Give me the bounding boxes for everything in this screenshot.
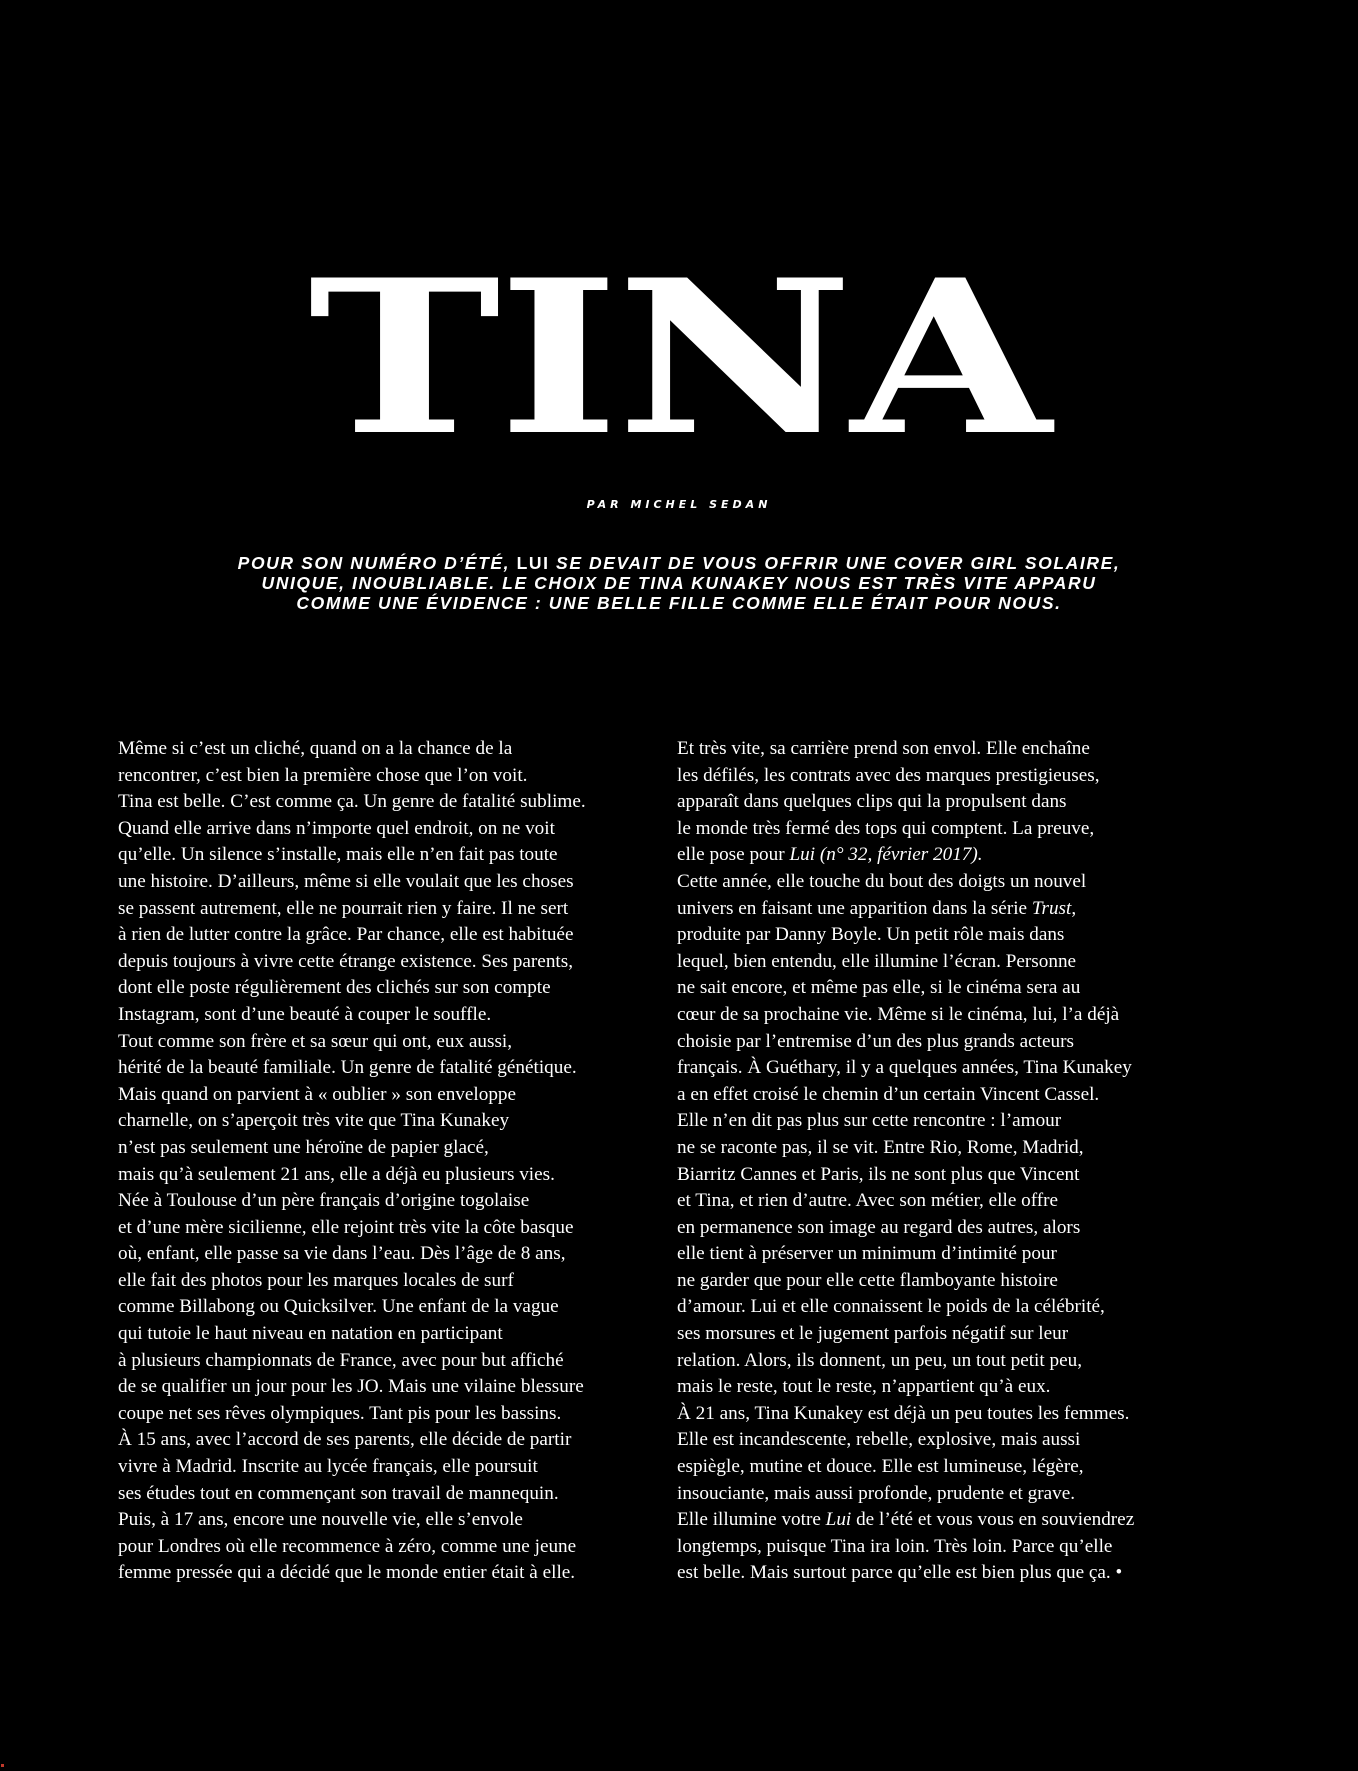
body-text-line: et d’une mère sicilienne, elle rejoint très vite la côte basque bbox=[118, 1216, 574, 1238]
body-text-line: les défilés, les contrats avec des marques prestigieuses, bbox=[677, 764, 1100, 786]
body-text-line: ne garder que pour elle cette flamboyante histoire bbox=[677, 1269, 1058, 1291]
body-text-line: qu’elle. Un silence s’installe, mais elle n’en fait pas toute bbox=[118, 844, 558, 866]
body-text-line: le monde très fermé des tops qui comptent. La preuve, bbox=[677, 817, 1095, 839]
body-text-line: à rien de lutter contre la grâce. Par chance, elle est habituée bbox=[118, 924, 574, 946]
body-text-line: ne se raconte pas, il se vit. Entre Rio, Rome, Madrid, bbox=[677, 1136, 1084, 1158]
body-text-line: vivre à Madrid. Inscrite au lycée français, elle poursuit bbox=[118, 1456, 538, 1478]
body-text-line: coupe net ses rêves olympiques. Tant pis pour les bassins. bbox=[118, 1402, 562, 1424]
body-text-line: ne sait encore, et même pas elle, si le cinéma sera au bbox=[677, 977, 1081, 999]
body-text-line: depuis toujours à vivre cette étrange existence. Ses parents, bbox=[118, 950, 574, 972]
body-text-line: où, enfant, elle passe sa vie dans l’eau. Dès l’âge de 8 ans, bbox=[118, 1243, 566, 1265]
body-text-line: charnelle, on s’aperçoit très vite que Tina Kunakey bbox=[118, 1110, 510, 1132]
body-text-line: Biarritz Cannes et Paris, ils ne sont plus que Vincent bbox=[677, 1163, 1080, 1185]
body-text-line: univers en faisant une apparition dans la série Trust, bbox=[677, 897, 1077, 919]
body-text-line: Puis, à 17 ans, encore une nouvelle vie, elle s’envole bbox=[118, 1509, 523, 1531]
body-text-line: français. À Guéthary, il y a quelques années, Tina Kunakey bbox=[677, 1057, 1132, 1079]
body-text-line: espiègle, mutine et douce. Elle est lumineuse, légère, bbox=[677, 1456, 1084, 1478]
body-column-right bbox=[677, 736, 1237, 1587]
body-text-line: d’amour. Lui et elle connaissent le poids de la célébrité, bbox=[677, 1296, 1105, 1318]
body-text-line: mais qu’à seulement 21 ans, elle a déjà eu plusieurs vies. bbox=[118, 1163, 555, 1185]
body-text-line: elle tient à préserver un minimum d’intimité pour bbox=[677, 1243, 1057, 1265]
body-text-line: à plusieurs championnats de France, avec pour but affiché bbox=[118, 1349, 564, 1371]
body-column-left bbox=[118, 736, 678, 1587]
body-text-line: ses morsures et le jugement parfois négatif sur leur bbox=[677, 1323, 1069, 1345]
byline: PAR MICHEL SEDAN bbox=[586, 498, 772, 511]
body-text-line: dont elle poste régulièrement des clichés sur son compte bbox=[118, 977, 551, 999]
body-text-line: de se qualifier un jour pour les JO. Mais une vilaine blessure bbox=[118, 1376, 584, 1398]
body-text-line: qui tutoie le haut niveau en natation en participant bbox=[118, 1323, 503, 1345]
title-block bbox=[0, 233, 1358, 482]
intro-standfirst bbox=[180, 553, 1178, 613]
body-text-line: Quand elle arrive dans n’importe quel endroit, on ne voit bbox=[118, 817, 555, 839]
body-text-line: Cette année, elle touche du bout des doigts un nouvel bbox=[677, 870, 1087, 892]
body-text-line: À 21 ans, Tina Kunakey est déjà un peu toutes les femmes. bbox=[677, 1402, 1130, 1424]
body-text-line: Tout comme son frère et sa sœur qui ont, eux aussi, bbox=[118, 1030, 513, 1052]
body-text-line: relation. Alors, ils donnent, un peu, un tout petit peu, bbox=[677, 1349, 1083, 1371]
body-text-line: comme Billabong ou Quicksilver. Une enfant de la vague bbox=[118, 1296, 559, 1318]
body-text-line: pour Londres où elle recommence à zéro, comme une jeune bbox=[118, 1535, 577, 1557]
intro-line: UNIQUE, INOUBLIABLE. LE CHOIX DE TINA KUNAKEY NOUS EST TRÈS VITE APPARU bbox=[261, 573, 1097, 593]
body-text-line: Elle est incandescente, rebelle, explosive, mais aussi bbox=[677, 1429, 1081, 1451]
body-text-line: se passent autrement, elle ne pourrait rien y faire. Il ne sert bbox=[118, 897, 569, 919]
body-text-line: Elle illumine votre Lui de l’été et vous vous en souviendrez bbox=[677, 1509, 1135, 1531]
body-text-line: choisie par l’entremise d’un des plus grands acteurs bbox=[677, 1030, 1074, 1052]
body-text-line: elle pose pour Lui (n° 32, février 2017). bbox=[677, 844, 983, 866]
body-text-line: Instagram, sont d’une beauté à couper le souffle. bbox=[118, 1003, 492, 1025]
body-text-line: mais le reste, tout le reste, n’appartient qu’à eux. bbox=[677, 1376, 1051, 1398]
intro-line: COMME UNE ÉVIDENCE : UNE BELLE FILLE COMME ELLE ÉTAIT POUR NOUS. bbox=[296, 593, 1062, 613]
body-text-line: Et très vite, sa carrière prend son envol. Elle enchaîne bbox=[677, 738, 1090, 759]
body-text-line: une histoire. D’ailleurs, même si elle voulait que les choses bbox=[118, 870, 574, 892]
body-text-line: rencontrer, c’est bien la première chose que l’on voit. bbox=[118, 764, 528, 786]
body-text-line: Née à Toulouse d’un père français d’origine togolaise bbox=[118, 1190, 530, 1212]
article-title: TINA bbox=[308, 233, 1050, 482]
intro-line: POUR SON NUMÉRO D’ÉTÉ, LUI SE DEVAIT DE VOUS OFFRIR UNE COVER GIRL SOLAIRE, bbox=[237, 553, 1121, 573]
body-text-line: Mais quand on parvient à « oublier » son enveloppe bbox=[118, 1083, 517, 1105]
body-text-line: apparaît dans quelques clips qui la propulsent dans bbox=[677, 791, 1067, 813]
corner-mark bbox=[1, 1764, 4, 1767]
body-text-line: Elle n’en dit pas plus sur cette rencontre : l’amour bbox=[677, 1110, 1062, 1132]
body-text-line: produite par Danny Boyle. Un petit rôle mais dans bbox=[677, 924, 1065, 946]
body-text-line: insouciante, mais aussi profonde, prudente et grave. bbox=[677, 1482, 1076, 1504]
body-text-line: lequel, bien entendu, elle illumine l’écran. Personne bbox=[677, 950, 1077, 972]
body-text-line: Tina est belle. C’est comme ça. Un genre de fatalité sublime. bbox=[118, 791, 586, 813]
body-text-line: Même si c’est un cliché, quand on a la chance de la bbox=[118, 738, 513, 759]
body-text-line: elle fait des photos pour les marques locales de surf bbox=[118, 1269, 514, 1291]
body-text-line: a en effet croisé le chemin d’un certain Vincent Cassel. bbox=[677, 1083, 1100, 1105]
body-text-line: cœur de sa prochaine vie. Même si le cinéma, lui, l’a déjà bbox=[677, 1003, 1120, 1025]
body-text-line: femme pressée qui a décidé que le monde entier était à elle. bbox=[118, 1562, 576, 1584]
body-text-line: en permanence son image au regard des autres, alors bbox=[677, 1216, 1081, 1238]
body-text-line: À 15 ans, avec l’accord de ses parents, elle décide de partir bbox=[118, 1429, 572, 1451]
body-text-line: ses études tout en commençant son travail de mannequin. bbox=[118, 1482, 559, 1504]
body-text-line: hérité de la beauté familiale. Un genre de fatalité génétique. bbox=[118, 1057, 577, 1079]
body-text-line: est belle. Mais surtout parce qu’elle est bien plus que ça. • bbox=[677, 1562, 1123, 1584]
body-text-line: longtemps, puisque Tina ira loin. Très loin. Parce qu’elle bbox=[677, 1535, 1113, 1557]
body-text-line: et Tina, et rien d’autre. Avec son métier, elle offre bbox=[677, 1190, 1059, 1212]
body-text-line: n’est pas seulement une héroïne de papier glacé, bbox=[118, 1136, 489, 1158]
